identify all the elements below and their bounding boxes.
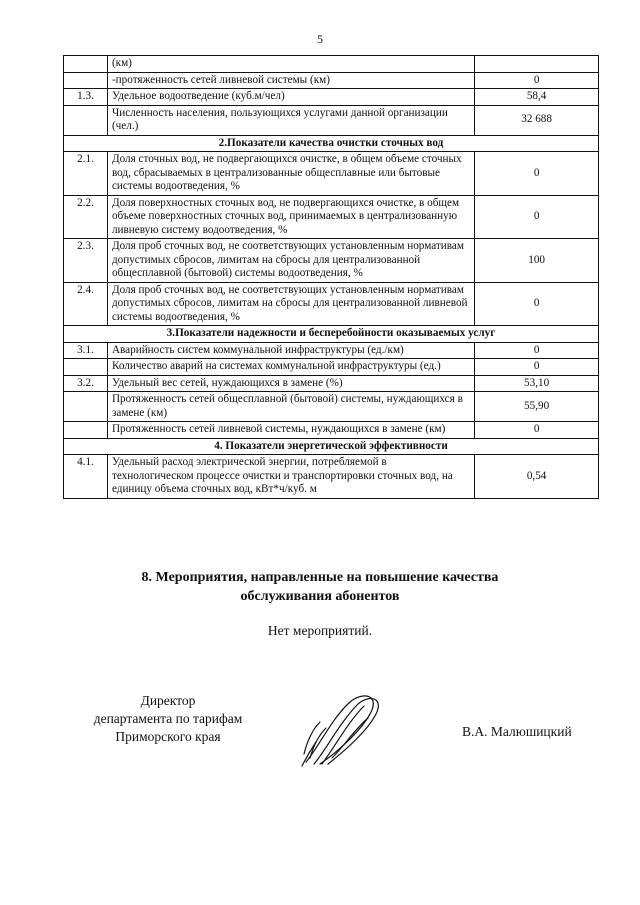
director-title-line1: Директор [140, 693, 196, 708]
row-value: 0 [475, 422, 599, 439]
row-value: 0 [475, 195, 599, 239]
table-row [64, 152, 599, 196]
row-description: Удельный расход электрической энергии, потребляемой в технологическом процессе очистки и транспортировки сточных вод, на единицу объема сточных вод, кВт*ч/куб. м [107, 455, 474, 499]
signer-name: В.А. Малюшицкий [462, 724, 572, 739]
section-8-heading [0, 568, 640, 606]
row-value: 32 688 [475, 105, 599, 135]
table-row [64, 392, 599, 422]
row-description: Доля поверхностных сточных вод, не подвергающихся очистке, в общем объеме поверхностных сточных вод, принимаемых в централизованную ливневую систему водоотведения, % [107, 195, 474, 239]
table-row [64, 56, 599, 73]
row-value: 0 [475, 152, 599, 196]
table-row [64, 282, 599, 326]
row-value: 0 [475, 282, 599, 326]
table-row [64, 455, 599, 499]
row-value: 53,10 [475, 375, 599, 392]
row-description: (км) [107, 56, 474, 73]
section-8-heading-line2: обслуживания абонентов [240, 589, 400, 604]
row-value: 58,4 [475, 89, 599, 106]
section-header-row [64, 135, 599, 152]
row-number: 2.4. [64, 282, 108, 326]
row-description: Аварийность систем коммунальной инфраструктуры (ед./км) [107, 342, 474, 359]
row-description: Количество аварий на системах коммунальной инфраструктуры (ед.) [107, 359, 474, 376]
table-row [64, 195, 599, 239]
page-number: 5 [317, 32, 323, 46]
row-number [64, 105, 108, 135]
row-description: Доля сточных вод, не подвергающихся очистке, в общем объеме сточных вод, сбрасываемых в централизованные общесплавные или бытовые системы водоотведения, % [107, 152, 474, 196]
row-number: 1.3. [64, 89, 108, 106]
section-header-row [64, 438, 599, 455]
table-row [64, 239, 599, 283]
row-number [64, 72, 108, 89]
row-value [475, 56, 599, 73]
row-description: Доля проб сточных вод, не соответствующих установленным нормативам допустимых сбросов, лимитам на сбросы для централизованной ливневой системы водоотведения, % [107, 282, 474, 326]
row-number: 3.2. [64, 375, 108, 392]
table-row [64, 359, 599, 376]
row-number: 3.1. [64, 342, 108, 359]
no-measures-text: Нет мероприятий. [267, 623, 373, 638]
table-row [64, 342, 599, 359]
section-header-row [64, 326, 599, 343]
row-value: 0 [475, 359, 599, 376]
row-number [64, 422, 108, 439]
director-title [58, 692, 278, 746]
row-description: Протяженность сетей общесплавной (бытовой) системы, нуждающихся в замене (км) [107, 392, 474, 422]
table-row [64, 375, 599, 392]
director-title-line2: департамента по тарифам [93, 711, 243, 726]
section-title: 3.Показатели надежности и бесперебойности оказываемых услуг [64, 326, 599, 343]
row-description: -протяженность сетей ливневой системы (км) [107, 72, 474, 89]
row-number [64, 392, 108, 422]
row-value: 0 [475, 72, 599, 89]
row-value: 100 [475, 239, 599, 283]
table-row [64, 89, 599, 106]
row-number: 2.1. [64, 152, 108, 196]
row-description: Удельное водоотведение (куб.м/чел) [107, 89, 474, 106]
row-description: Удельный вес сетей, нуждающихся в замене (%) [107, 375, 474, 392]
row-number: 4.1. [64, 455, 108, 499]
row-value: 0,54 [475, 455, 599, 499]
handwritten-signature [298, 688, 388, 770]
row-number [64, 359, 108, 376]
row-description: Доля проб сточных вод, не соответствующих установленным нормативам допустимых сбросов, лимитам на сбросы для централизованной общесплавной (бытовой) системы водоотведения, % [107, 239, 474, 283]
row-value: 55,90 [475, 392, 599, 422]
table-row [64, 72, 599, 89]
row-value: 0 [475, 342, 599, 359]
table-row [64, 422, 599, 439]
section-8-heading-line1: 8. Мероприятия, направленные на повышение качества [141, 570, 499, 585]
row-number: 2.3. [64, 239, 108, 283]
row-number [64, 56, 108, 73]
table-row [64, 105, 599, 135]
indicators-table-body [64, 56, 599, 499]
indicators-table [63, 55, 599, 499]
row-description: Численность населения, пользующихся услугами данной организации (чел.) [107, 105, 474, 135]
director-title-line3: Приморского края [115, 729, 221, 744]
section-title: 4. Показатели энергетической эффективности [64, 438, 599, 455]
row-number: 2.2. [64, 195, 108, 239]
section-title: 2.Показатели качества очистки сточных вод [64, 135, 599, 152]
row-description: Протяженность сетей ливневой системы, нуждающихся в замене (км) [107, 422, 474, 439]
